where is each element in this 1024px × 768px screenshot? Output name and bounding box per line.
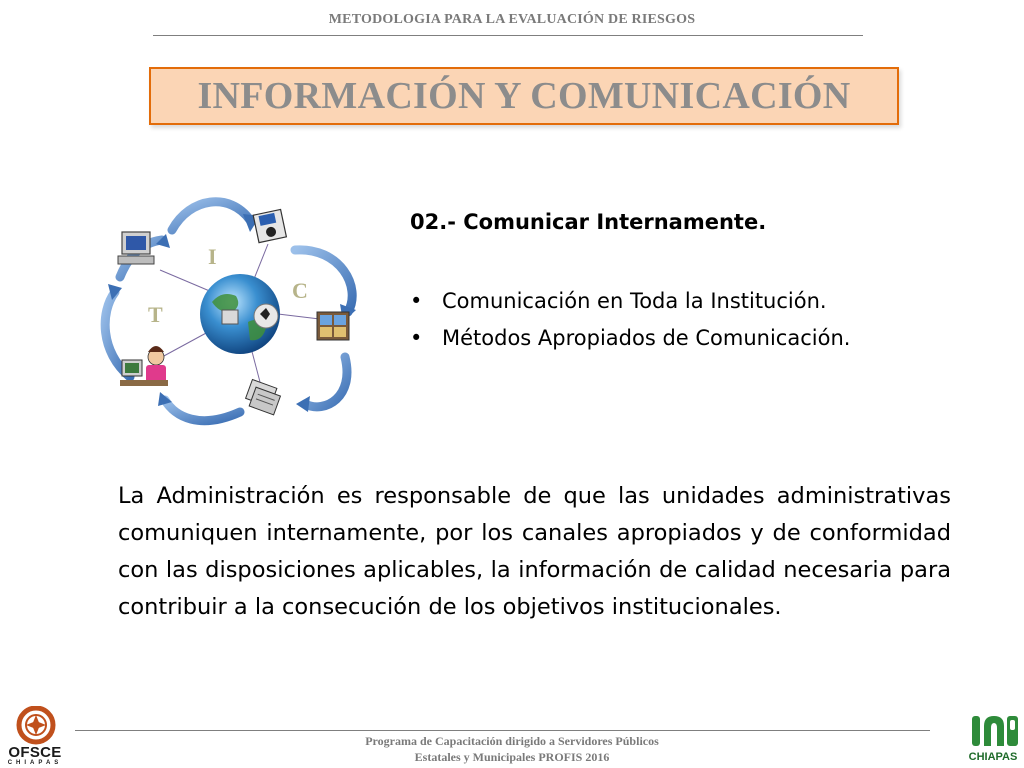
arrow-top	[172, 202, 250, 230]
file-cabinet-icon	[317, 312, 349, 340]
section-heading: 02.- Comunicar Internamente.	[410, 210, 767, 234]
slide-title-box	[149, 67, 899, 125]
bullet-item: • Comunicación en Toda la Institución.	[410, 283, 850, 320]
itc-cycle-diagram	[100, 192, 365, 432]
header-title: METODOLOGIA PARA LA EVALUACIÓN DE RIESGOS	[328, 12, 696, 27]
letter-c: C	[292, 278, 308, 303]
ofsce-logo-sub: CHIAPAS	[7, 760, 63, 766]
footer-text	[0, 733, 1024, 765]
ofsce-logo-name: OFSCE	[8, 744, 62, 761]
person-at-desk-icon	[120, 346, 168, 386]
letter-t: T	[148, 302, 163, 327]
globe-icon	[200, 274, 280, 354]
iap-logo	[970, 714, 1020, 748]
iap-logo-sub: CHIAPAS	[968, 751, 1018, 763]
footer-line-1: Programa de Capacitación dirigido a Servidores Públicos	[365, 734, 659, 748]
floppy-disk-icon	[253, 209, 286, 242]
slide-title: INFORMACIÓN Y COMUNICACIÓN	[197, 75, 851, 117]
bullet-item: • Métodos Apropiados de Comunicación.	[410, 320, 850, 357]
header-divider	[153, 35, 863, 36]
computer-icon	[118, 232, 154, 264]
body-paragraph: La Administración es responsable de que las unidades administrativas comuniquen internamente, por los canales apropiados y de conformidad con las disposiciones aplicables, la información de calidad necesaria para contribuir a la consecución de los objetivos institucionales.	[118, 483, 951, 620]
documents-icon	[244, 379, 283, 414]
footer-divider	[75, 730, 930, 731]
arrow-right-bottom	[305, 357, 347, 407]
bullet-list	[410, 283, 850, 357]
footer-line-2: Estatales y Municipales PROFIS 2016	[414, 750, 610, 764]
letter-i: I	[208, 244, 217, 269]
arrow-bottom	[165, 400, 240, 421]
